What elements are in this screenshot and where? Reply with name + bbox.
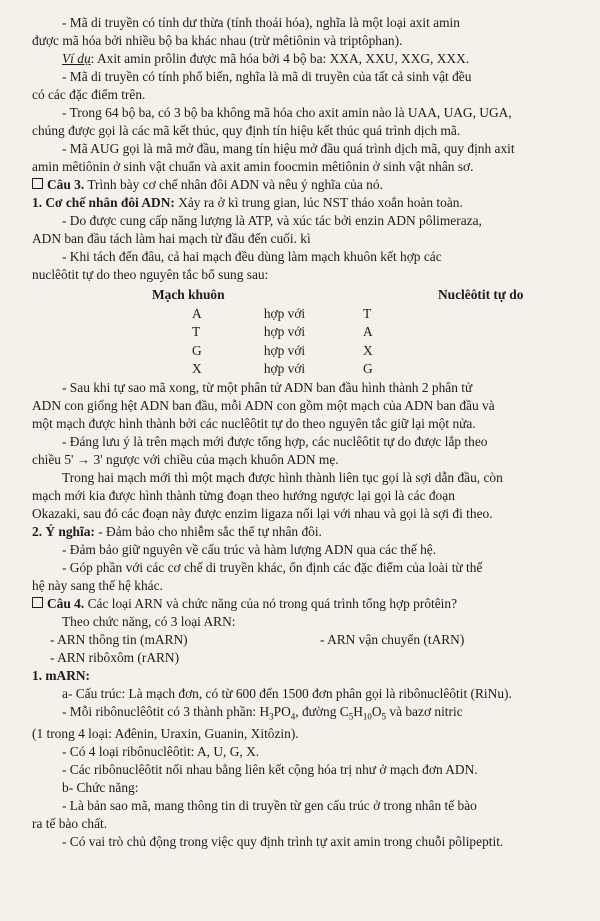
text-line: ADN ban đầu tách làm hai mạch từ đầu đến cuối. kì — [32, 231, 311, 246]
text-line: mạch mới kia được hình thành từng đoạn theo hướng ngược lại gọi là các đoạn — [32, 487, 455, 503]
cell-free: X — [363, 342, 373, 358]
cell-template: G — [192, 342, 202, 358]
cell-free: A — [363, 324, 373, 339]
text-line: - Sau khi tự sao mã xong, từ một phân tử ADN ban đầu hình thành 2 phân tử — [62, 379, 473, 395]
example-label: Ví dụ — [62, 51, 91, 66]
text-line: ADN con giống hệt ADN ban đầu, mỗi ADN con gồm một mạch của ADN ban đầu và — [32, 397, 495, 413]
text-line: - Trong 64 bộ ba, có 3 bộ ba không mã hóa cho axit amin nào là UAA, UAG, UGA, — [62, 105, 512, 120]
rna-type-trna: - ARN vận chuyển (tARN) — [320, 631, 465, 647]
text-line: - Góp phần với các cơ chế di truyền khác, ổn định các đặc điểm của loài từ thế — [62, 559, 483, 575]
text-line: a- Cấu trúc: Là mạch đơn, có từ 600 đến 1500 đơn phân gọi là ribônuclêôtit (RiNu). — [62, 685, 512, 701]
cell-template: X — [192, 361, 202, 376]
text-line: Okazaki, sau đó các đoạn này được enzim ligaza nối lại với nhau và gọi là sợi đi theo. — [32, 505, 493, 521]
text-line: ra tế bào chất. — [32, 816, 108, 832]
example-text: : Axit amin prôlin được mã hóa bởi 4 bộ ba: XXA, XXU, XXG, XXX. — [90, 51, 470, 66]
table-row — [32, 360, 578, 379]
header-template-strand: Mạch khuôn — [152, 287, 225, 302]
table-row — [32, 342, 578, 361]
cell-template: A — [192, 305, 202, 321]
text-line: có các đặc điểm trên. — [32, 87, 146, 102]
section-heading — [32, 523, 578, 541]
text-line: - Mã AUG gọi là mã mở đầu, mang tín hiệu mở đầu quá trình dịch mã, quy định axit — [62, 141, 515, 156]
question-text: Trình bày cơ chế nhân đôi ADN và nêu ý nghĩa của nó. — [84, 177, 383, 192]
text-line: chiều 5' → 3' ngược với chiều của mạch khuôn ADN mẹ. — [32, 451, 339, 467]
section-heading — [32, 194, 578, 212]
section-label: 2. Ý nghĩa: — [32, 523, 95, 539]
text-line: một mạch được hình thành bởi các nuclêôtit tự do theo nguyên tắc giữ lại một nửa. — [32, 415, 476, 431]
text-line: Trong hai mạch mới thì một mạch được hình thành liên tục gọi là sợi dẫn đầu, còn — [62, 469, 503, 485]
table-row — [32, 323, 578, 342]
section-text: Xảy ra ở kì trung gian, lúc NST tháo xoắn hoàn toàn. — [174, 195, 463, 210]
checkbox-square-icon — [32, 597, 43, 608]
text-line: - Do được cung cấp năng lượng là ATP, và xúc tác bởi enzin ADN pôlimeraza, — [62, 213, 482, 228]
text-line: chúng được gọi là các mã kết thúc, quy định tín hiệu kết thúc quá trình dịch mã. — [32, 123, 461, 138]
text-line: Theo chức năng, có 3 loại ARN: — [62, 613, 236, 629]
text-line: - Có 4 loại ribônuclêôtit: A, U, G, X. — [62, 744, 260, 760]
cell-free: T — [363, 305, 372, 321]
question-text: Các loại ARN và chức năng của nó trong quá trình tổng hợp prôtêin? — [84, 595, 458, 611]
text-line: - Khi tách đến đâu, cả hai mạch đều dùng làm mạch khuôn kết hợp các — [62, 249, 442, 264]
header-free-nucleotide: Nuclêôtit tự do — [438, 287, 524, 302]
question-label: Câu 3. — [47, 177, 85, 192]
rna-type-mrna: - ARN thông tin (mARN) — [50, 631, 188, 647]
text-line: hệ này sang thế hệ khác. — [32, 577, 163, 593]
cell-relation: hợp với — [263, 305, 306, 321]
text-line: - Đáng lưu ý là trên mạch mới được tổng hợp, các nuclêôtit tự do được lắp theo — [62, 433, 488, 449]
cell-template: T — [192, 324, 201, 339]
checkbox-square-icon — [32, 178, 43, 189]
text-line: b- Chức năng: — [62, 780, 139, 796]
cell-relation: hợp với — [263, 361, 306, 376]
cell-relation: hợp với — [263, 324, 306, 339]
section-text: - Đảm bảo cho nhiễm sắc thể tự nhân đôi. — [94, 523, 322, 539]
text-line: nuclêôtit tự do theo nguyên tắc bổ sung sau: — [32, 267, 269, 282]
question-label: Câu 4. — [47, 595, 85, 611]
rna-type-rrna: - ARN ribôxôm (rARN) — [50, 649, 180, 665]
cell-relation: hợp với — [263, 342, 306, 358]
formula-line: - Mỗi ribônuclêôtit có 3 thành phần: $H_3PO_4$, đường $C_5H_{10}O_5$ và bazơ nitric — [62, 703, 463, 722]
text-line: được mã hóa bởi nhiều bộ ba khác nhau (trừ mêtiônin và triptôphan). — [32, 33, 403, 48]
question-3 — [32, 176, 578, 194]
pairing-table-header — [32, 286, 578, 305]
text-line: - Có vai trò chủ động trong việc quy định trình tự axit amin trong chuỗi pôlipeptit. — [62, 834, 504, 850]
text-line: amin mêtiônin ở sinh vật chuẩn và axit amin foocmin mêtiônin ở sinh vật nhân sơ. — [32, 159, 474, 174]
example-line — [32, 50, 578, 68]
text-line: - Mã di truyền có tính phổ biến, nghĩa là mã di truyền của tất cả sinh vật đều — [62, 69, 472, 84]
pairing-table — [32, 286, 578, 379]
rna-types-line — [32, 631, 578, 649]
text-line: - Là bản sao mã, mang thông tin di truyền từ gen cấu trúc ở trong nhân tế bào — [62, 798, 477, 814]
text-line: - Đảm bảo giữ nguyên về cấu trúc và hàm lượng ADN qua các thế hệ. — [62, 541, 437, 557]
question-4 — [32, 595, 578, 613]
section-heading: 1. mARN: — [32, 667, 91, 683]
text-line: - Mã di truyền có tính dư thừa (tính thoái hóa), nghĩa là một loại axit amin — [62, 15, 460, 30]
text-line: (1 trong 4 loại: Ađênin, Uraxin, Guanin, Xitôzin). — [32, 726, 299, 742]
section-label: 1. Cơ chế nhân đôi ADN: — [32, 195, 175, 210]
text-line: - Các ribônuclêôtit nối nhau bằng liên kết cộng hóa trị như ở mạch đơn ADN. — [62, 762, 478, 778]
table-row — [32, 305, 578, 324]
cell-free: G — [363, 361, 373, 376]
